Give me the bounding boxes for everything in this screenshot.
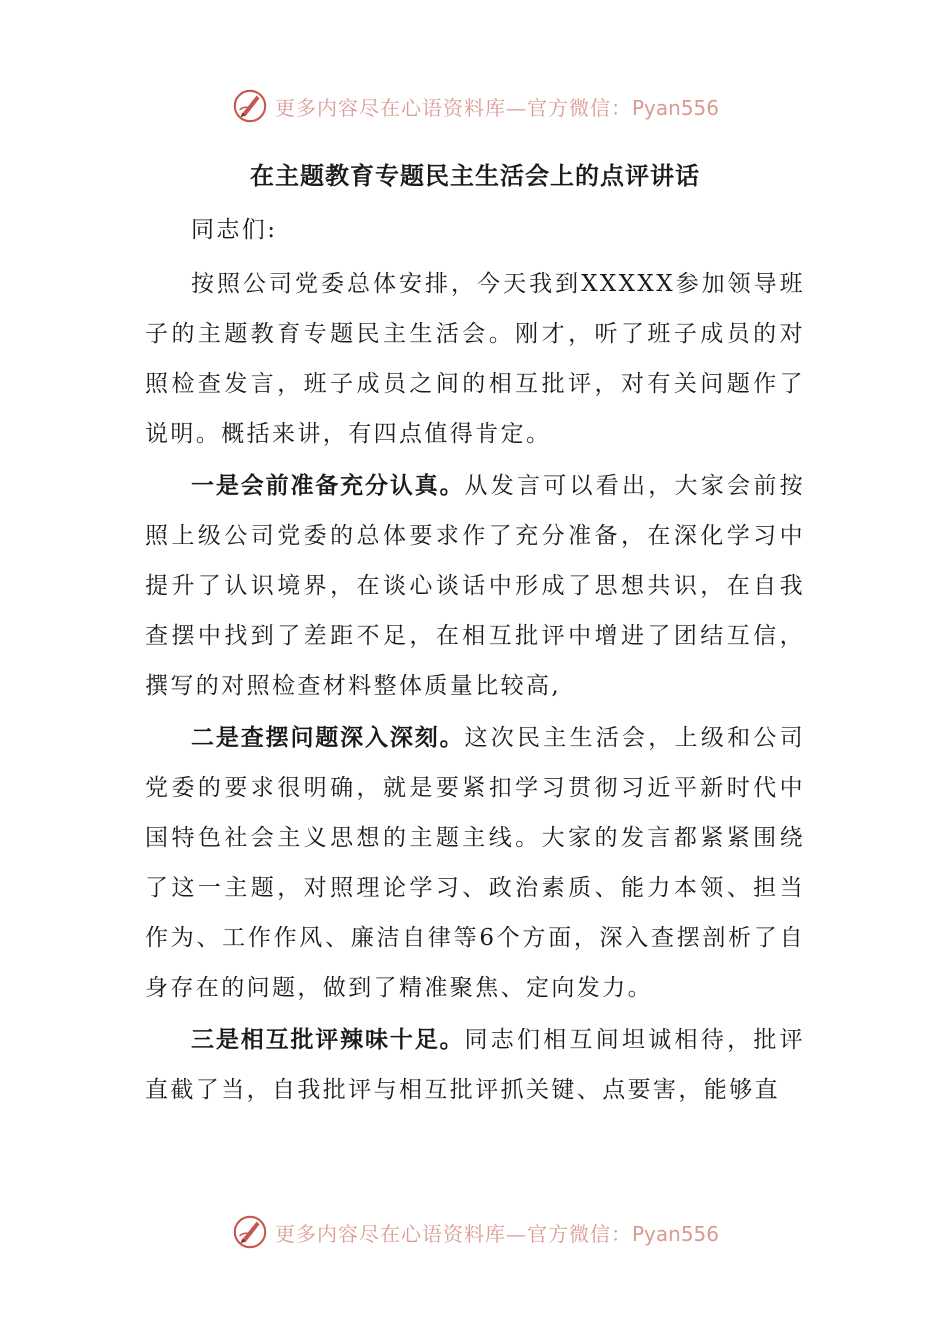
watermark-banner-top xyxy=(0,84,950,128)
watermark-wechat-id: Pyan556 xyxy=(631,95,719,120)
quill-logo-icon xyxy=(231,87,269,125)
watermark-text xyxy=(275,92,719,121)
point-body-2: 这次民主生活会，上级和公司党委的要求很明确，就是要紧扣学习贯彻习近平新时代中国特色社会主义思想的主题主线。大家的发言都紧紧围绕了这一主题，对照理论学习、政治素质、能力本领、担当作为、工作作风、廉洁自律等6个方面，深入查摆剖析了自身存在的问题，做到了精准聚焦、定向发力。 xyxy=(145,725,805,1001)
point-lead-3: 三是相互批评辣味十足。 xyxy=(191,1026,465,1053)
point-lead-2: 二是查摆问题深入深刻。 xyxy=(191,724,465,751)
watermark-text xyxy=(275,1218,719,1247)
watermark-official: 官方微信： xyxy=(526,1221,632,1246)
quill-logo-icon xyxy=(231,1213,269,1251)
watermark-dash: — xyxy=(505,1221,527,1246)
watermark-official: 官方微信： xyxy=(526,95,632,120)
watermark-banner-bottom xyxy=(0,1210,950,1254)
point-paragraph-1 xyxy=(145,461,805,711)
watermark-wechat-id: Pyan556 xyxy=(631,1221,719,1246)
point-paragraph-3 xyxy=(145,1015,805,1115)
point-body-1: 从发言可以看出，大家会前按照上级公司党委的总体要求作了充分准备，在深化学习中提升了认识境界，在谈心谈话中形成了思想共识，在自我查摆中找到了差距不足，在相互批评中增进了团结互信，撰写的对照检查材料整体质量比较高, xyxy=(145,473,805,699)
point-paragraph-2 xyxy=(145,713,805,1013)
watermark-dash: — xyxy=(505,95,527,120)
watermark-main: 更多内容尽在心语资料库 xyxy=(274,95,506,120)
document-body xyxy=(145,205,805,1117)
document-title: 在主题教育专题民主生活会上的点评讲话 xyxy=(250,161,700,190)
point-body-3: 同志们相互间坦诚相待，批评直截了当，自我批评与相互批评抓关键、点要害，能够直 xyxy=(145,1027,805,1103)
point-lead-1: 一是会前准备充分认真。 xyxy=(191,472,465,499)
watermark-main: 更多内容尽在心语资料库 xyxy=(274,1221,506,1246)
greeting: 同志们: xyxy=(191,217,278,243)
intro-paragraph: 按照公司党委总体安排，今天我到XXXXX参加领导班子的主题教育专题民主生活会。刚才，听了班子成员的对照检查发言，班子成员之间的相互批评，对有关问题作了说明。概括来讲，有四点值得肯定。 xyxy=(145,271,805,447)
